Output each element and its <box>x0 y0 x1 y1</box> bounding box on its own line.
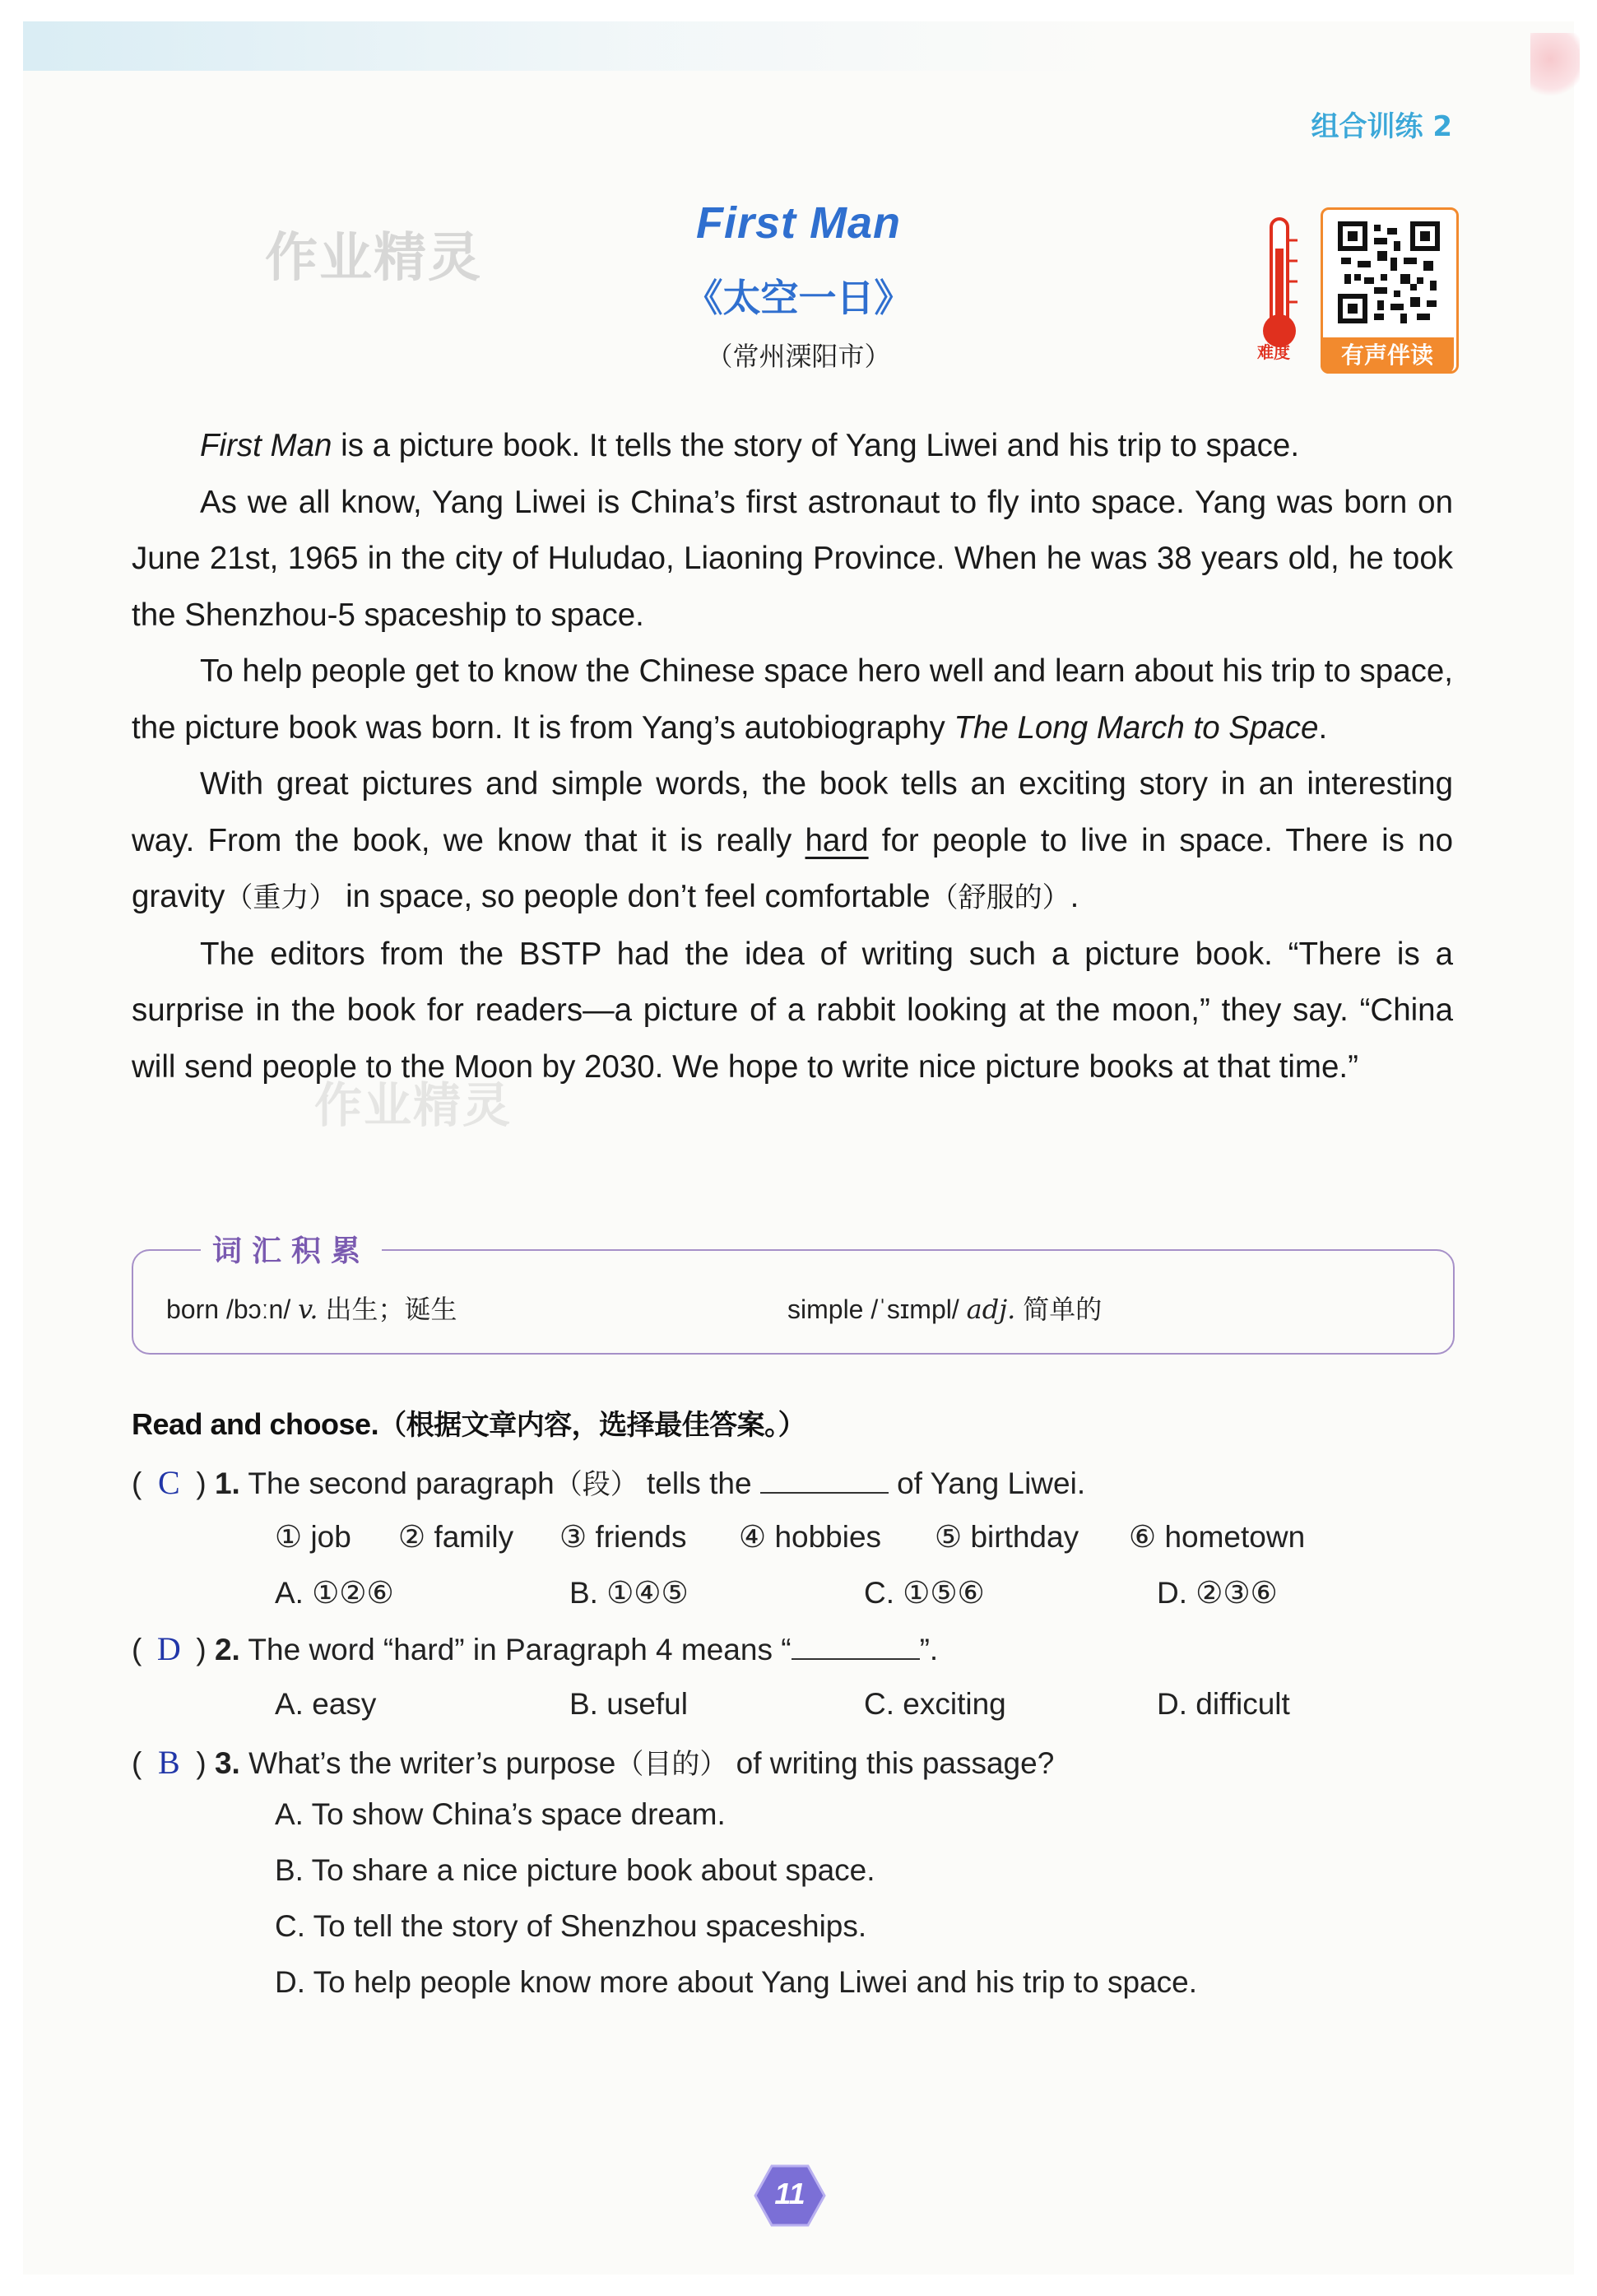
answer-blank <box>760 1467 889 1494</box>
answer-mark[interactable]: C <box>157 1464 180 1501</box>
paragraph-text: . <box>1070 879 1079 914</box>
answer-bracket: ( <box>132 1466 142 1500</box>
question-1 <box>132 1462 1085 1502</box>
paragraph-text: With great pictures and simple words, the book tells an exciting story in an interesting way. From the book, we know that it is really <box>132 766 1453 858</box>
qr-code-icon <box>1335 218 1443 327</box>
vocab-meaning: 出生；诞生 <box>325 1294 457 1325</box>
question-stem: of Yang Liwei. <box>888 1466 1086 1500</box>
exercise-heading-chinese: （根据文章内容，选择最佳答案。） <box>378 1409 806 1442</box>
question-stem: What’s the writer’s purpose <box>248 1746 616 1780</box>
option-b[interactable]: B. ①④⑤ <box>569 1576 689 1610</box>
paragraph-text: in space, so people don’t feel comfortable <box>337 879 931 914</box>
question-stem: The word “hard” in Paragraph 4 means “ <box>248 1633 792 1666</box>
page-subtitle: 《太空一日》 <box>685 276 912 320</box>
top-decorative-band <box>23 21 1574 71</box>
paragraph-2: As we all know, Yang Liwei is China’s first astronaut to fly into space. Yang was born on June 21st, 1965 in the city of Huludao, Liaoning Province. When he was 38 years old, he took the Shenzhou-5 spaceship to space. <box>132 484 1453 633</box>
chinese-gloss: （段） <box>554 1468 638 1501</box>
paragraph-text: . <box>1318 709 1328 746</box>
vocab-pos: v. <box>298 1294 318 1325</box>
watermark: 作业精灵 <box>265 228 482 289</box>
exercise-heading-text: Read and choose. <box>132 1407 379 1441</box>
vocab-phonetic: /bɔːn/ <box>225 1294 291 1324</box>
option-d[interactable]: D. ②③⑥ <box>1157 1576 1278 1610</box>
option-a[interactable]: A. ①②⑥ <box>275 1576 394 1610</box>
vocab-meaning: 简单的 <box>1023 1294 1103 1325</box>
option-d[interactable]: D. difficult <box>1157 1687 1290 1721</box>
answer-bracket: ) <box>196 1746 207 1780</box>
source-location: （常州溧阳市） <box>706 341 891 372</box>
option-c[interactable]: C. ①⑤⑥ <box>864 1576 985 1610</box>
info-item: ① job <box>275 1520 351 1554</box>
paragraph-text: To help people get to know the Chinese space hero well and learn about his trip to space, the picture book was born. It is from Yang’s autobiography <box>132 653 1453 746</box>
option-a[interactable]: A. easy <box>275 1687 377 1721</box>
vocabulary-item <box>166 1289 457 1327</box>
watermark: 作业精灵 <box>314 1077 513 1133</box>
info-item: ④ hobbies <box>739 1520 882 1554</box>
paragraph-text: for people to live in space. There is no gravity <box>132 822 1453 914</box>
question-stem: of writing this passage? <box>727 1746 1055 1780</box>
option-b[interactable]: B. useful <box>569 1687 688 1721</box>
question-number: 3. <box>214 1746 240 1780</box>
info-item: ⑤ birthday <box>935 1520 1079 1554</box>
question-stem: The second paragraph <box>248 1466 555 1500</box>
answer-bracket: ( <box>132 1633 142 1666</box>
vocab-word: simple <box>787 1294 864 1324</box>
vocab-word: born <box>166 1294 220 1324</box>
question-number: 1. <box>214 1466 240 1500</box>
chinese-gloss: （舒服的） <box>930 881 1070 914</box>
info-item: ② family <box>398 1520 514 1554</box>
paragraph-5: The editors from the BSTP had the idea of writing such a picture book. “There is a surprise in the book for readers—a picture of a rabbit looking at the moon,” they say. “China will send people to the Moon by 2030. We hope to write nice picture books at that time.” <box>132 936 1453 1085</box>
corner-decoration <box>1530 33 1580 99</box>
option-b[interactable]: B. To share a nice picture book about space. <box>275 1853 875 1887</box>
answer-mark[interactable]: B <box>157 1744 180 1781</box>
info-item: ⑥ hometown <box>1129 1520 1306 1554</box>
book-title: The Long March to Space <box>954 709 1319 746</box>
question-2 <box>132 1629 938 1668</box>
paragraph-1 <box>132 418 1453 475</box>
option-a[interactable]: A. To show China’s space dream. <box>275 1797 726 1831</box>
page-number: 11 <box>774 2177 805 2210</box>
answer-bracket: ) <box>196 1466 207 1500</box>
answer-mark[interactable]: D <box>156 1630 181 1667</box>
paragraph-text: is a picture book. It tells the story of Yang Liwei and his trip to space. <box>332 428 1300 463</box>
paragraph-3 <box>132 644 1453 756</box>
vocab-pos: adj. <box>966 1294 1016 1325</box>
question-stem: ”. <box>919 1633 939 1666</box>
section-tag: 组合训练 2 <box>1311 110 1452 143</box>
audio-reading-label: 有声伴读 <box>1321 337 1454 374</box>
chinese-gloss: （目的） <box>615 1748 728 1781</box>
vocabulary-box <box>132 1234 1455 1355</box>
option-c[interactable]: C. exciting <box>864 1687 1006 1721</box>
paragraph-4 <box>132 756 1453 927</box>
question-stem: tells the <box>638 1466 760 1500</box>
question-number: 2. <box>214 1633 240 1666</box>
answer-bracket: ( <box>132 1746 142 1780</box>
vocabulary-item <box>787 1289 1102 1327</box>
question-3 <box>132 1741 1054 1782</box>
audio-qr-badge[interactable] <box>1321 207 1459 374</box>
answer-blank <box>792 1634 920 1660</box>
difficulty-label: 难度 <box>1257 342 1290 362</box>
vocab-phonetic: /ˈsɪmpl/ <box>870 1294 959 1324</box>
page-title: First Man <box>695 198 902 248</box>
underlined-word: hard <box>805 822 869 858</box>
option-c[interactable]: C. To tell the story of Shenzhou spaceships. <box>275 1909 867 1943</box>
option-d[interactable]: D. To help people know more about Yang Liwei and his trip to space. <box>275 1965 1197 1999</box>
chinese-gloss: （重力） <box>225 881 337 914</box>
info-item: ③ friends <box>559 1520 687 1554</box>
answer-bracket: ) <box>196 1633 207 1666</box>
reading-passage <box>132 418 1453 1095</box>
vocabulary-title: 词汇积累 <box>201 1228 382 1270</box>
exercise-heading <box>132 1402 805 1443</box>
book-title: First Man <box>200 428 332 463</box>
